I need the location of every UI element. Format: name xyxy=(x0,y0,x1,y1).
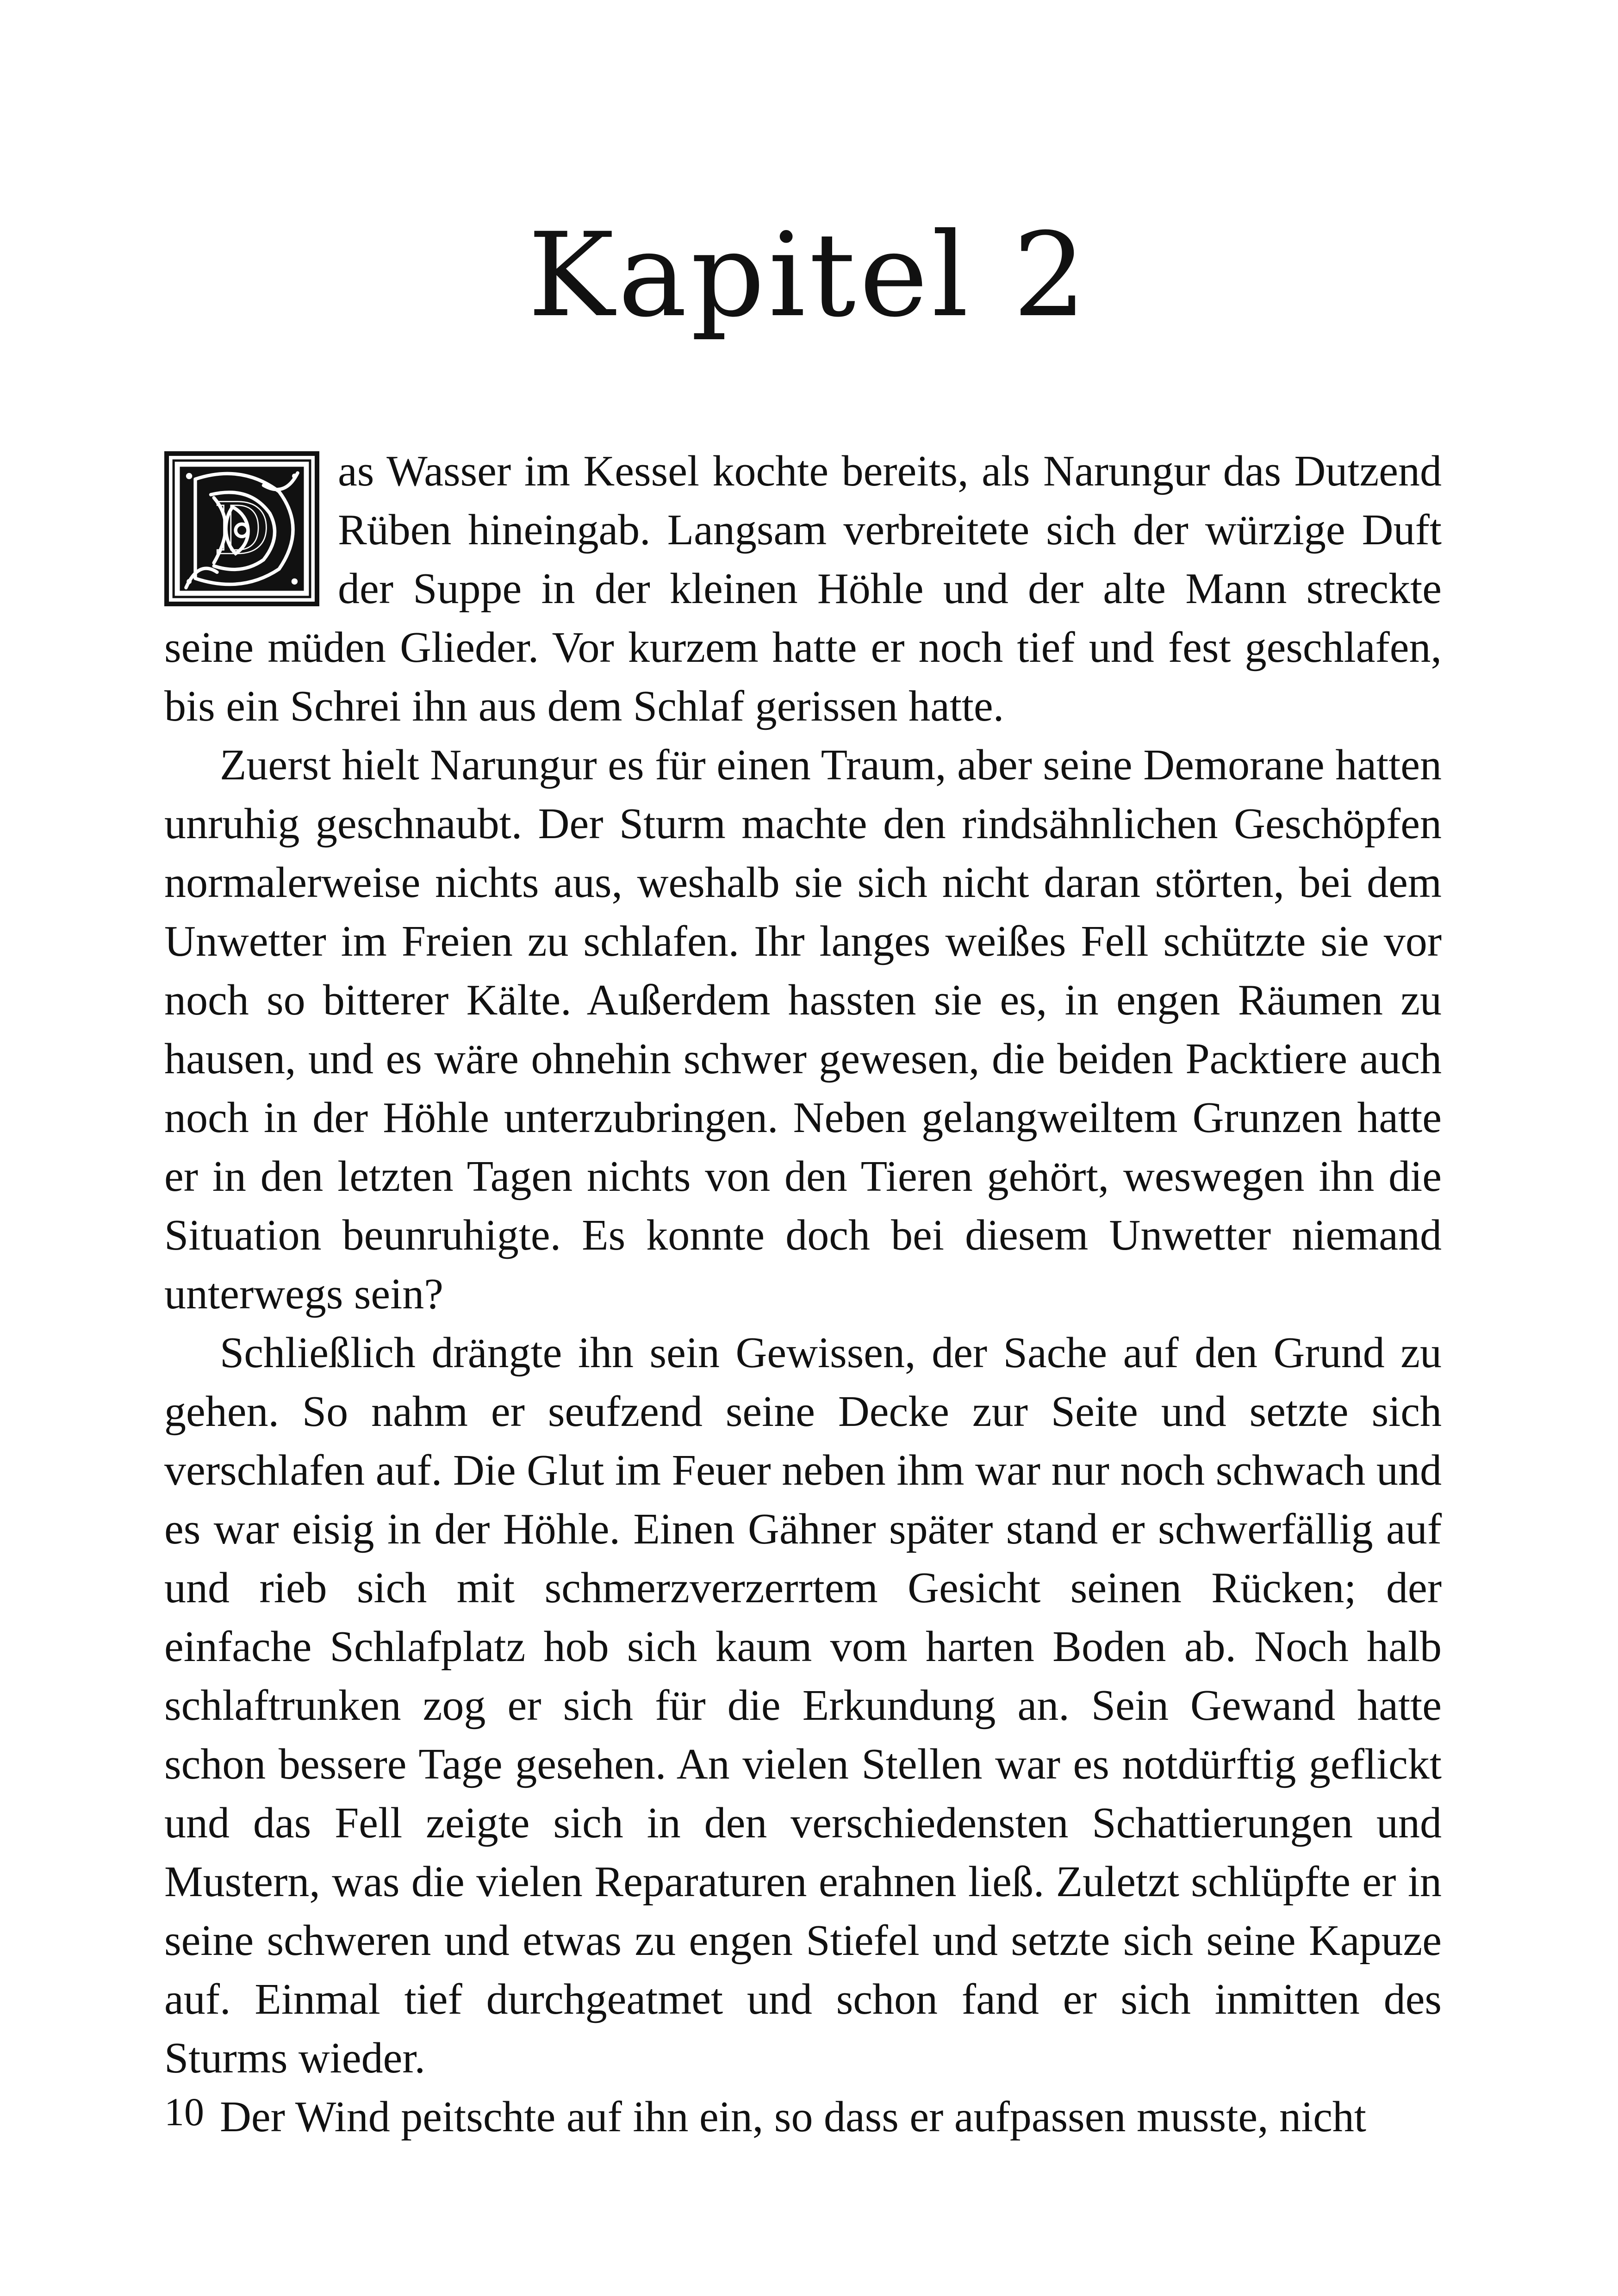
page-number: 10 xyxy=(164,2090,204,2134)
paragraph-1 xyxy=(164,442,1442,736)
drop-cap-letter: D xyxy=(213,488,271,571)
paragraph-2: Zuerst hielt Narungur es für einen Traum, aber seine Demorane hatten unruhig geschnaubt. Der Sturm machte den rindsähnlichen Geschöpfen normalerweise nichts aus, weshalb sie sich nicht daran störten, bei dem Unwetter im Freien zu schlafen. Ihr langes weißes Fell schützte sie vor noch so bitterer Kälte. Außerdem hassten sie es, in engen Räumen zu hausen, und es wäre ohnehin schwer gewesen, die beiden Packtiere auch noch in der Höhle unterzubringen. Neben gelangweiltem Grunzen hatte er in den letzten Tagen nichts von den Tieren gehört, weswegen ihn die Situation beunruhigte. Es konnte doch bei diesem Unwetter niemand unterwegs sein? xyxy=(164,741,1442,1318)
paragraph-1-text: as Wasser im Kessel kochte bereits, als Narungur das Dutzend Rüben hineingab. Langsam verbreitete sich der würzige Duft der Suppe in der kleinen Höhle und der alte Mann streckte seine müden Glieder. Vor kurzem hatte er noch tief und fest geschlafen, bis ein Schrei ihn aus dem Schlaf gerissen hatte. xyxy=(164,447,1442,730)
drop-cap-ornament xyxy=(164,451,319,606)
paragraph-3: Schließlich drängte ihn sein Gewissen, der Sache auf den Grund zu gehen. So nahm er seufzend seine Decke zur Seite und setzte sich verschlafen auf. Die Glut im Feuer neben ihm war nur noch schwach und es war eisig in der Höhle. Einen Gähner später stand er schwerfällig auf und rieb sich mit schmerzverzerrtem Gesicht seinen Rücken; der einfache Schlafplatz hob sich kaum vom harten Boden ab. Noch halb schlaftrunken zog er sich für die Erkundung an. Sein Gewand hatte schon bessere Tage gesehen. An vielen Stellen war es notdürftig geflickt und das Fell zeigte sich in den verschiedensten Schattierungen und Mustern, was die vielen Reparaturen erahnen ließ. Zuletzt schlüpfte er in seine schweren und etwas zu engen Stiefel und setzte sich seine Kapuze auf. Einmal tief durchgeatmet und schon fand er sich inmitten des Sturms wieder. xyxy=(164,1329,1442,2082)
chapter-title: Kapitel 2 xyxy=(528,208,1090,342)
body-text xyxy=(164,442,1442,2147)
paragraph-4: Der Wind peitschte auf ihn ein, so dass er aufpassen musste, nicht xyxy=(220,2093,1367,2141)
